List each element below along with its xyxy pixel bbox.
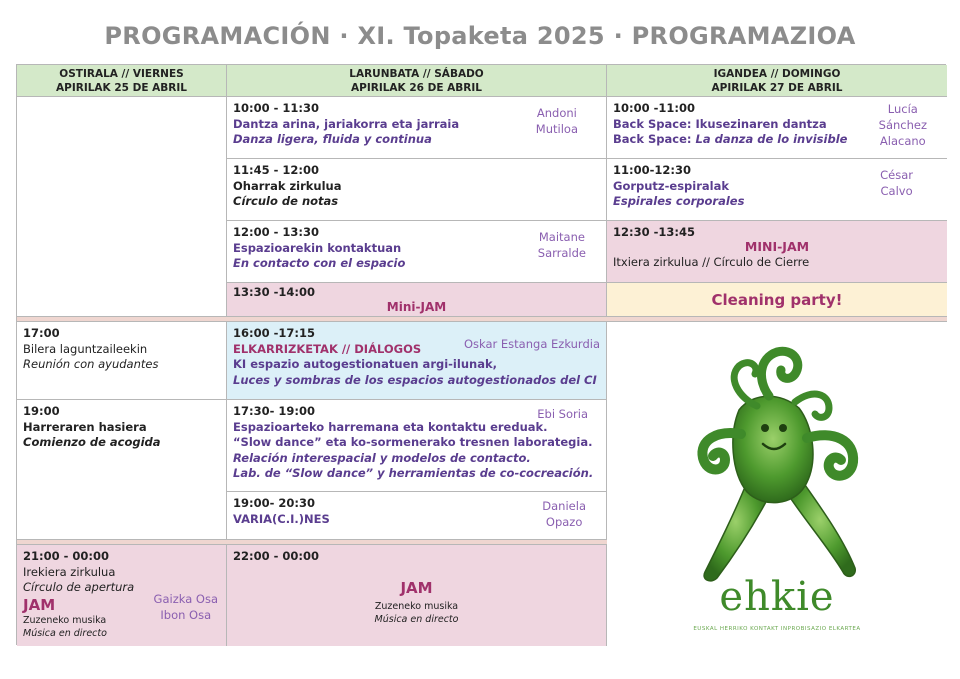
ehkie-logo-cell <box>607 322 947 646</box>
event-title-eu: Bilera laguntzaileekin <box>23 341 148 356</box>
friday-header-line1: OSTIRALA // VIERNES <box>59 68 184 80</box>
friday-event-3 <box>17 545 227 646</box>
event-time: 22:00 - 00:00 <box>233 549 319 563</box>
facilitator-surname-2: Alacano <box>879 134 926 148</box>
dialogues-title: ELKARRIZKETAK // DIÁLOGOS <box>233 341 422 356</box>
event-title-es-1: Relación interespacial y modelos de contacto. <box>233 450 531 465</box>
closing-circle-label: Itxiera zirkulua // Círculo de Cierre <box>613 255 810 269</box>
event-title: VARIA(C.I.)NES <box>233 511 330 526</box>
cleaning-party-label: Cleaning party! <box>711 291 843 309</box>
event-time: 12:00 - 13:30 <box>233 225 319 239</box>
event-title-eu: KI espazio autogestionatuen argi-ilunak, <box>233 357 497 371</box>
event-title-es: Comienzo de acogida <box>23 435 161 449</box>
sunday-event-1 <box>607 97 947 159</box>
saturday-event-1 <box>227 97 607 159</box>
facilitator-name: Lucía <box>887 102 918 116</box>
sunday-header-line1: IGANDEA // DOMINGO <box>713 68 841 80</box>
facilitator-surname: Sarralde <box>537 246 586 260</box>
event-title-es: La danza de lo invisible <box>695 132 848 146</box>
saturday-event-8 <box>227 545 607 646</box>
event-title-eu: Dantza arina, jariakorra eta jarraia <box>233 116 460 131</box>
saturday-header-line1: LARUNBATA // SÁBADO <box>349 68 484 80</box>
jam-label: JAM <box>23 596 56 614</box>
event-title-es: Espirales corporales <box>613 194 745 208</box>
ehkie-wordmark: ehkie <box>719 574 835 620</box>
facilitator-name: Oskar Estanga Ezkurdia <box>463 337 600 351</box>
event-title-eu: Gorputz-espiralak <box>613 178 729 193</box>
event-title-es-prefix: Back Space: <box>613 132 696 146</box>
mini-jam-label: Mini-JAM <box>386 300 447 314</box>
friday-header <box>17 65 227 97</box>
schedule-table <box>16 64 946 645</box>
event-time: 21:00 - 00:00 <box>23 549 109 563</box>
saturday-event-2 <box>227 159 607 221</box>
musician-1: Gaizka Osa <box>153 592 218 606</box>
sunday-event-4 <box>607 283 947 317</box>
facilitator-surname: Calvo <box>880 184 913 198</box>
event-title-es: Danza ligera, fluida y continua <box>233 132 432 146</box>
facilitator-surname-1: Sánchez <box>878 118 927 132</box>
event-title-eu: Harreraren hasiera <box>23 419 147 434</box>
saturday-header-line2: APIRILAK 26 DE ABRIL <box>351 82 482 94</box>
live-music-eu: Zuzeneko musika <box>374 601 459 612</box>
friday-event-1 <box>17 322 227 400</box>
event-title-eu-2: “Slow dance” eta ko-sormenerako tresnen laborategia. <box>233 435 593 449</box>
event-time: 10:00 -11:00 <box>613 101 695 115</box>
event-title-eu: Espazioarekin kontaktuan <box>233 240 402 255</box>
event-title-es: En contacto con el espacio <box>233 256 406 270</box>
friday-morning-empty <box>17 97 227 317</box>
facilitator-surname: Opazo <box>545 515 583 529</box>
facilitator-name: Daniela <box>542 499 586 513</box>
event-time: 12:30 -13:45 <box>613 225 695 239</box>
saturday-event-6 <box>227 400 607 492</box>
sunday-header <box>607 65 947 97</box>
sunday-event-3 <box>607 221 947 283</box>
jam-label: JAM <box>400 579 433 597</box>
event-time: 16:00 -17:15 <box>233 326 315 340</box>
event-time: 19:00 <box>23 404 60 418</box>
event-time: 19:00- 20:30 <box>233 496 315 510</box>
live-music-es: Música en directo <box>374 614 459 625</box>
facilitator-name: Andoni <box>536 106 577 120</box>
sunday-event-2 <box>607 159 947 221</box>
event-title-es-2: Lab. de “Slow dance” y herramientas de co-cocreación. <box>233 466 594 480</box>
event-title-eu: Back Space: Ikusezinaren dantza <box>613 116 827 131</box>
saturday-event-3 <box>227 221 607 283</box>
event-title-es: Círculo de notas <box>233 194 339 208</box>
event-time: 11:45 - 12:00 <box>233 163 319 177</box>
facilitator-name: César <box>880 168 913 182</box>
ehkie-tagline: EUSKAL HERRIKO KONTAKT INPROBISAZIO ELKARTEA <box>693 626 861 632</box>
saturday-event-7 <box>227 492 607 540</box>
event-time: 13:30 -14:00 <box>233 285 315 299</box>
facilitator-surname: Mutiloa <box>535 122 578 136</box>
event-time: 11:00-12:30 <box>613 163 691 177</box>
friday-event-2 <box>17 400 227 540</box>
event-title-eu: Oharrak zirkulua <box>233 178 342 193</box>
event-title-es: Círculo de apertura <box>23 580 135 594</box>
sunday-header-line2: APIRILAK 27 DE ABRIL <box>711 82 843 94</box>
live-music-es: Música en directo <box>23 628 107 639</box>
saturday-header <box>227 65 607 97</box>
saturday-event-4 <box>227 283 607 317</box>
facilitator-name: Maitane <box>538 230 585 244</box>
mini-jam-label: MINI-JAM <box>744 239 810 254</box>
event-title-eu: Irekiera zirkulua <box>23 564 116 579</box>
friday-header-line2: APIRILAK 25 DE ABRIL <box>56 82 187 94</box>
page-title: PROGRAMACIÓN · XI. Topaketa 2025 · PROGRAMAZIOA <box>104 22 856 50</box>
saturday-event-5 <box>227 322 607 400</box>
facilitator-name: Ebi Soria <box>537 407 588 421</box>
live-music-eu: Zuzeneko musika <box>23 615 107 626</box>
event-time: 10:00 - 11:30 <box>233 101 319 115</box>
event-title-es: Reunión con ayudantes <box>23 357 159 371</box>
event-time: 17:30- 19:00 <box>233 404 315 418</box>
event-title-es: Luces y sombras de los espacios autogestionados del CI <box>233 372 597 387</box>
event-time: 17:00 <box>23 326 60 340</box>
musician-2: Ibon Osa <box>160 608 212 622</box>
event-title-eu-1: Espazioarteko harremana eta kontaktu ereduak. <box>233 419 548 434</box>
